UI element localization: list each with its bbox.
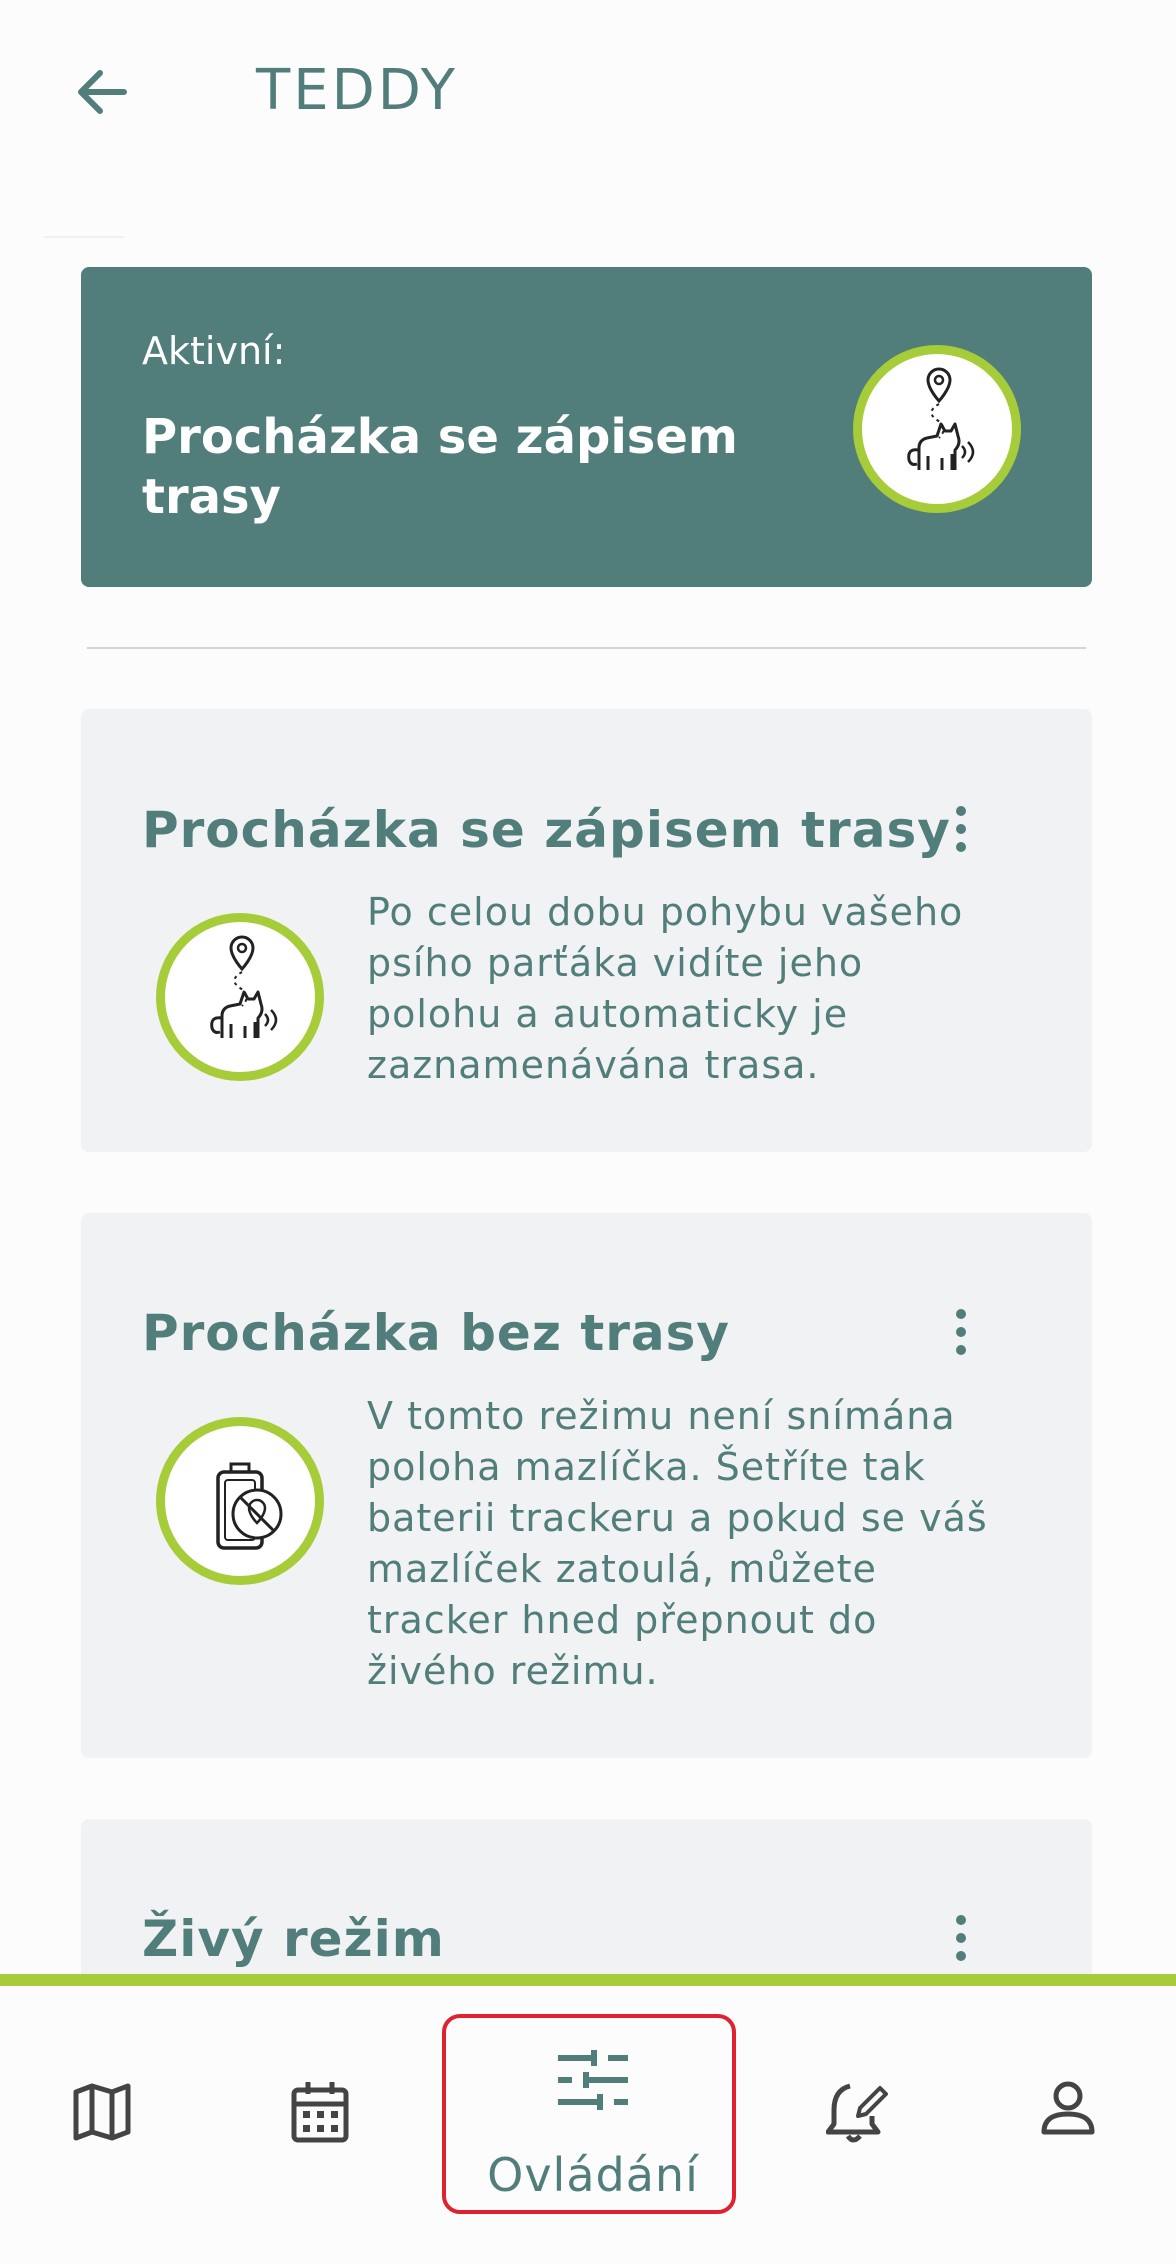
arrow-left-icon: [70, 60, 134, 124]
mode-title: Procházka bez trasy: [142, 1304, 730, 1362]
more-vertical-icon: [941, 1304, 981, 1364]
nav-item-calendar[interactable]: [268, 2034, 368, 2194]
mode-title: Procházka se zápisem trasy: [142, 801, 951, 859]
map-icon: [72, 2082, 132, 2142]
nav-item-map[interactable]: [52, 2034, 152, 2194]
page-title: TEDDY: [256, 58, 458, 123]
person-icon: [1040, 2080, 1096, 2136]
more-options-button[interactable]: [941, 801, 981, 861]
more-vertical-icon: [941, 801, 981, 861]
active-mode-card[interactable]: [81, 267, 1092, 587]
active-label: Aktivní:: [142, 329, 286, 373]
battery-no-location-icon: [156, 1417, 324, 1585]
sliders-icon: [556, 2048, 630, 2112]
dog-location-icon: [156, 913, 324, 1081]
nav-item-notifications[interactable]: [804, 2034, 904, 2194]
nav-label-controls: Ovládání: [487, 2148, 699, 2202]
nav-item-controls[interactable]: [442, 2014, 736, 2214]
calendar-icon: [290, 2080, 350, 2144]
nav-item-profile[interactable]: [1018, 2034, 1118, 2194]
more-vertical-icon: [941, 1910, 981, 1970]
nav-accent-bar: [0, 1974, 1176, 1986]
more-options-button[interactable]: [941, 1910, 981, 1970]
bottom-navigation: [0, 1974, 1176, 2264]
section-divider: [87, 647, 1086, 649]
dog-location-icon: [853, 345, 1021, 513]
more-options-button[interactable]: [941, 1304, 981, 1364]
app-header: [0, 0, 1176, 200]
mode-title: Živý režim: [142, 1910, 445, 1968]
back-button[interactable]: [70, 60, 134, 124]
active-mode-name: Procházka se zápisem trasy: [142, 409, 738, 525]
mode-card-route-walk[interactable]: [81, 709, 1092, 1152]
mode-description: V tomto režimu není snímána poloha mazlíčka. Šetříte tak baterii trackeru a pokud se váš mazlíček zatoulá, můžete tracker hned přepnout do živého režimu.: [367, 1394, 988, 1693]
mode-description: Po celou dobu pohybu vašeho psího parťáka vidíte jeho polohu a automaticky je zaznamenávána trasa.: [367, 890, 964, 1087]
bell-edit-icon: [826, 2078, 890, 2144]
mode-card-no-route-walk[interactable]: [81, 1213, 1092, 1758]
header-divider: [44, 236, 124, 238]
